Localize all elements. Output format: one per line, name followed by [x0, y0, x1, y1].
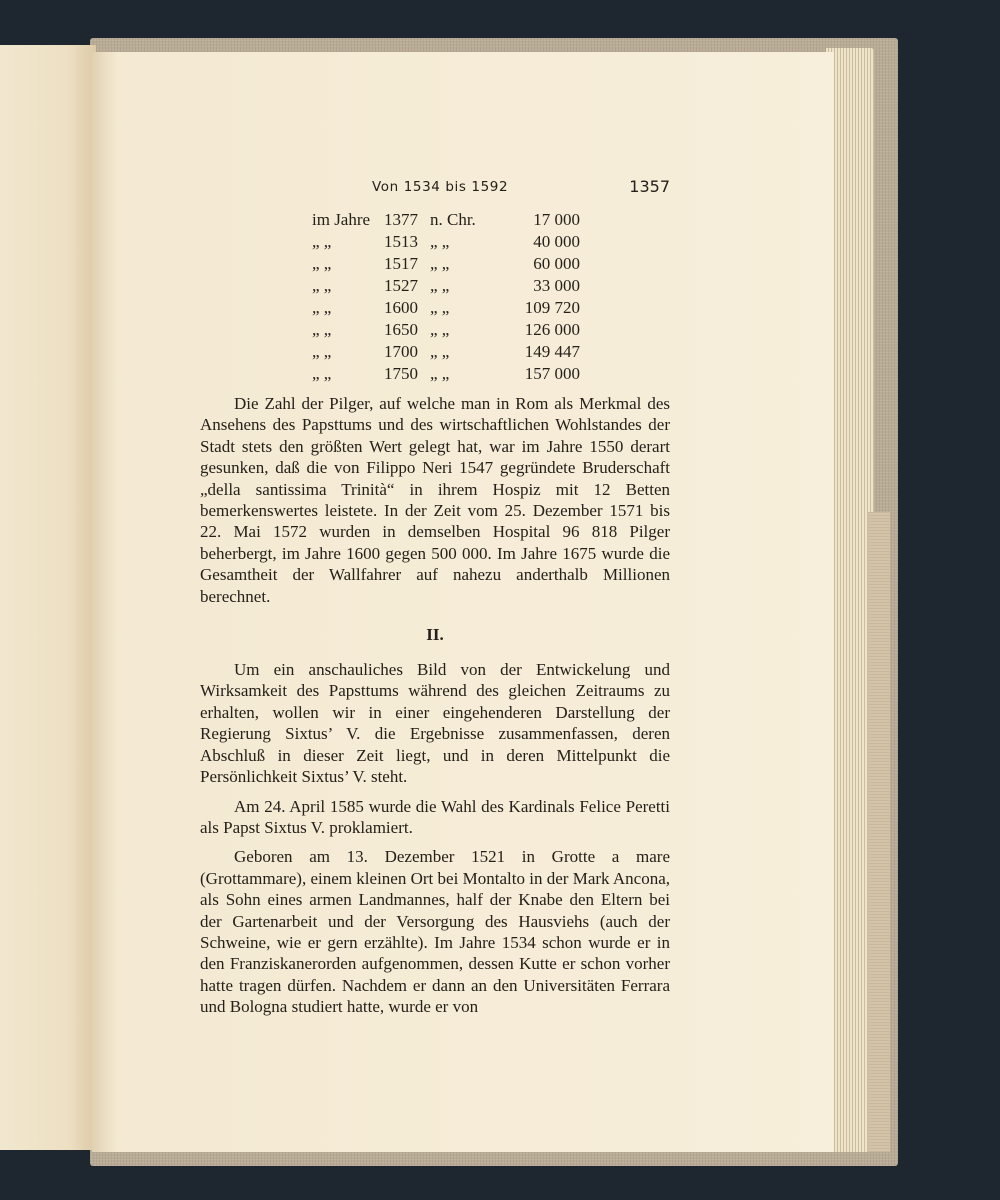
- row-count: 109 720: [524, 298, 580, 317]
- left-page: [0, 45, 96, 1150]
- table-row: [312, 231, 580, 253]
- paragraph-election: Am 24. April 1585 wurde die Wahl des Kardinals Felice Peretti als Papst Sixtus V. proklamiert.: [200, 796, 670, 837]
- row-year: 1513: [384, 232, 418, 251]
- paragraph-intro-sixtus: Um ein anschauliches Bild von der Entwickelung und Wirksamkeit des Papsttums während des gleichen Zeitraums zu erhalten, wollen wir in einer eingehenderen Darstellung der Regierung Sixtus’ V. die Ergebnisse zusammenfassen, deren Abschluß in dieser Zeit liegt, und in deren Mittelpunkt die Persönlichkeit Sixtus’ V. steht.: [200, 660, 670, 787]
- row-prefix: „ „: [312, 342, 332, 361]
- table-row: [312, 297, 580, 319]
- row-era: „ „: [430, 364, 450, 383]
- row-count: 40 000: [533, 232, 580, 251]
- row-prefix: „ „: [312, 232, 332, 251]
- page-content: [200, 175, 670, 1018]
- row-year: 1517: [384, 254, 418, 273]
- row-count: 17 000: [533, 210, 580, 229]
- pilgrim-count-table: [312, 209, 580, 385]
- row-year: 1527: [384, 276, 418, 295]
- table-row: [312, 363, 580, 385]
- row-prefix: „ „: [312, 364, 332, 383]
- table-row: [312, 319, 580, 341]
- section-heading: II.: [426, 625, 444, 645]
- row-era: „ „: [430, 320, 450, 339]
- row-prefix: „ „: [312, 298, 332, 317]
- row-era: „ „: [430, 342, 450, 361]
- paragraph-biography: Geboren am 13. Dezember 1521 in Grotte a mare (Grottammare), einem kleinen Ort bei Montalto in der Mark Ancona, als Sohn eines armen Landmannes, half der Knabe den Eltern bei der Gartenarbeit und der Versorgung des Hausviehs (auch der Schweine, wie er gern erzählte). Im Jahre 1534 schon wurde er in den Franziskanerorden aufgenommen, dessen Kutte er schon vorher hatte tragen dürfen. Nachdem er dann an den Universitäten Ferrara und Bologna studiert hatte, wurde er von: [200, 847, 670, 1017]
- row-count: 157 000: [524, 364, 580, 383]
- bookmark-ribbon: [868, 512, 890, 1152]
- row-era: „ „: [430, 254, 450, 273]
- row-prefix: „ „: [312, 254, 332, 273]
- row-year: 1600: [384, 298, 418, 317]
- running-title: Von 1534 bis 1592: [372, 179, 509, 195]
- row-prefix: „ „: [312, 276, 332, 295]
- row-prefix: im Jahre: [312, 210, 371, 229]
- row-count: 60 000: [533, 254, 580, 273]
- row-year: 1377: [384, 210, 418, 229]
- row-era: „ „: [430, 276, 450, 295]
- row-year: 1650: [384, 320, 418, 339]
- row-count: 149 447: [524, 342, 580, 361]
- table-row: [312, 253, 580, 275]
- row-prefix: „ „: [312, 320, 332, 339]
- page-number: 1357: [629, 177, 670, 196]
- row-era: „ „: [430, 232, 450, 251]
- paragraph-pilgrims: Die Zahl der Pilger, auf welche man in Rom als Merkmal des Ansehens des Papsttums und des wirtschaftlichen Wohlstandes der Stadt stets den größten Wert gelegt hat, war im Jahre 1550 derart gesunken, daß die von Filippo Neri 1547 gegründete Bruderschaft „della santissima Trinità“ in ihrem Hospiz mit 12 Betten bemerkenswertes leistete. In der Zeit vom 25. Dezember 1571 bis 22. Mai 1572 wurden in demselben Hospital 96 818 Pilger beherbergt, im Jahre 1600 gegen 500 000. Im Jahre 1675 wurde die Gesamtheit der Wallfahrer auf nahezu anderthalb Millionen berechnet.: [200, 394, 670, 606]
- table-row: [312, 275, 580, 297]
- row-era: n. Chr.: [430, 210, 476, 229]
- table-row: [312, 341, 580, 363]
- running-head: [200, 175, 670, 209]
- row-year: 1700: [384, 342, 418, 361]
- row-year: 1750: [384, 364, 418, 383]
- table-row: [312, 209, 580, 231]
- row-count: 33 000: [533, 276, 580, 295]
- row-era: „ „: [430, 298, 450, 317]
- row-count: 126 000: [524, 320, 580, 339]
